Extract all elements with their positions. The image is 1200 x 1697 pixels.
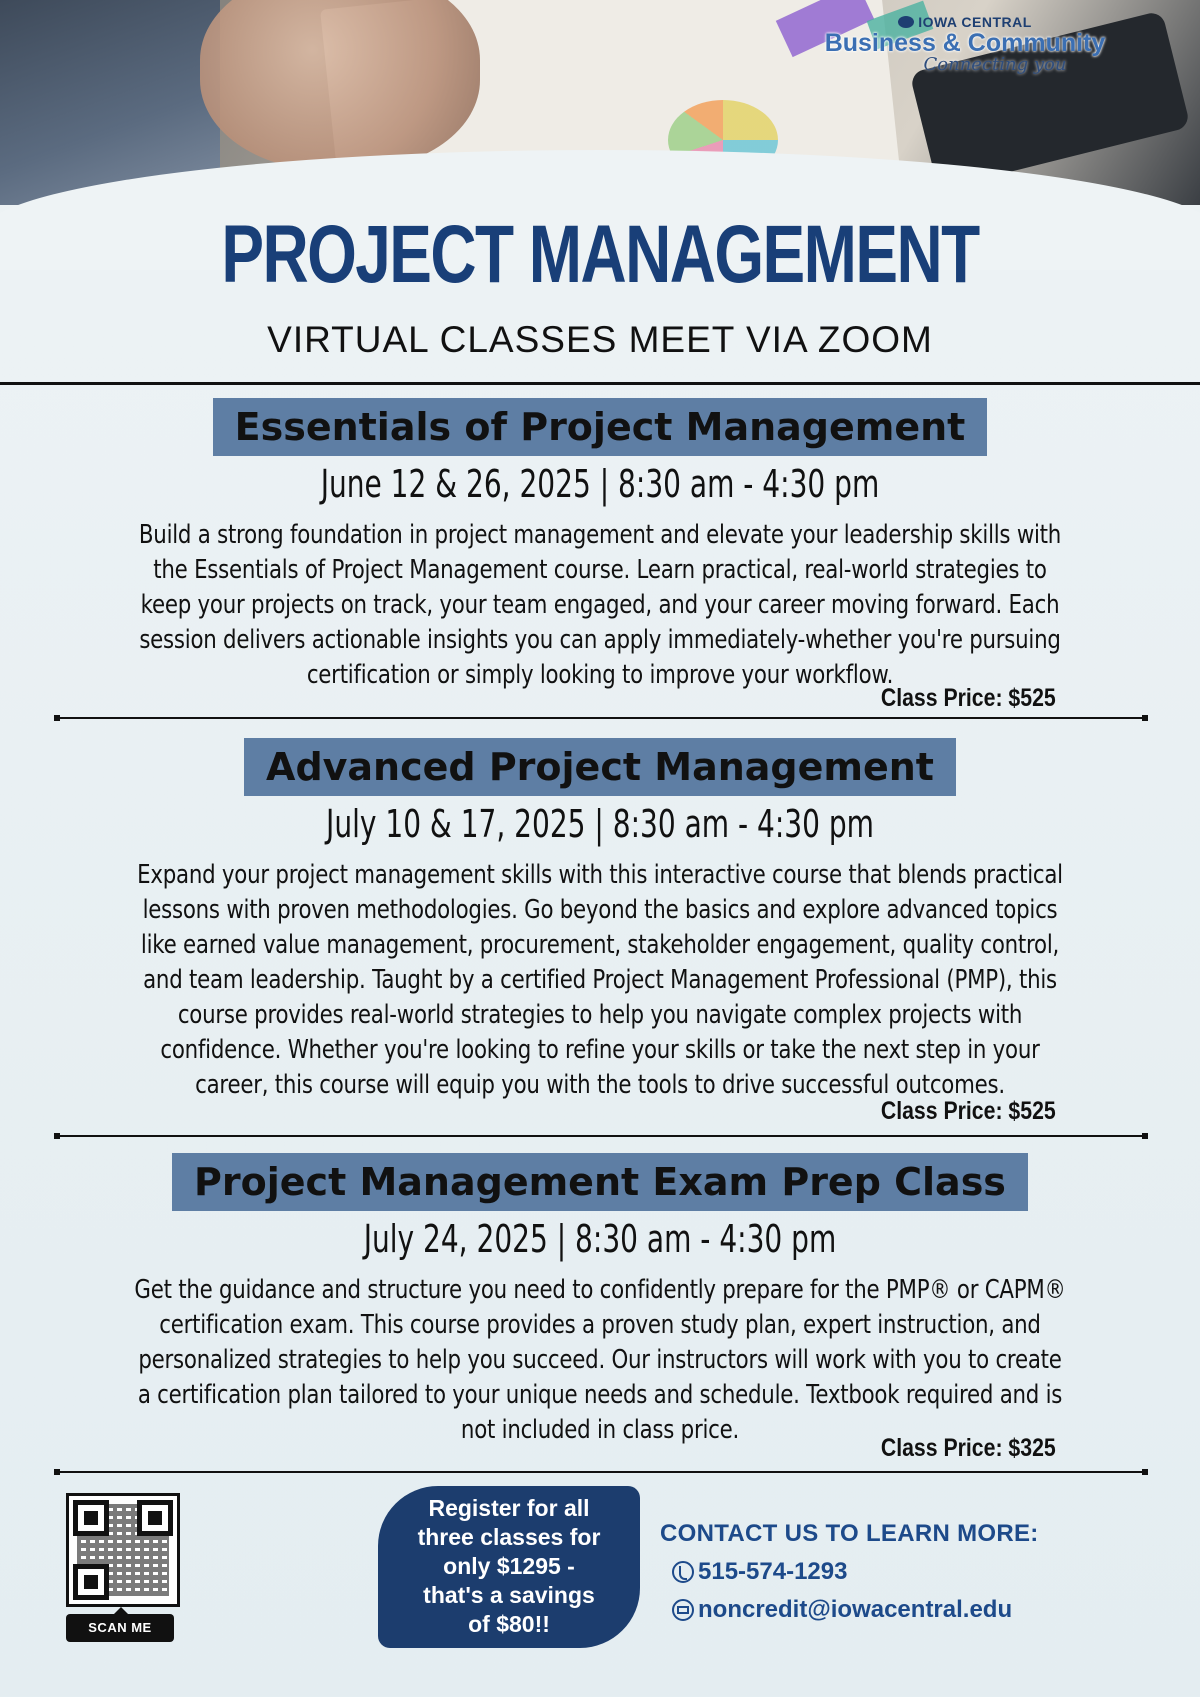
course-price: Class Price: $525 xyxy=(881,684,1056,712)
qr-finder xyxy=(73,1564,109,1600)
course-description: Expand your project management skills with this interactive course that blends practical lessons with proven methodologies. Go beyond the basics and explore advanced topics like earned value management, procurement, stakeholder engagement, quality control, and team leadership. Taught by a certified Project Management Professional (PMP), this course provides real-world strategies to help you navigate complex projects with confidence. Whether you're looking to refine your skills or take the next step in your career, this course will equip you with the tools to drive successful outcomes. xyxy=(137,860,1063,1100)
course-advanced xyxy=(0,738,1200,1103)
course-date: July 10 & 17, 2025 | 8:30 am - 4:30 pm xyxy=(326,802,874,846)
course-date: June 12 & 26, 2025 | 8:30 am - 4:30 pm xyxy=(320,462,880,506)
course-description: Build a strong foundation in project management and elevate your leadership skills with the Essentials of Project Management course. Learn practical, real-world strategies to keep your projects on track, your team engaged, and your career moving forward. Each session delivers actionable insights you can apply immediately-whether you're pursuing certification or simply looking to improve your workflow. xyxy=(138,520,1062,690)
bundle-promo: Register for all three classes for only $1295 - that's a savings of $80!! xyxy=(378,1486,640,1648)
logo-mark-icon xyxy=(898,16,914,28)
course-price: Class Price: $325 xyxy=(881,1434,1056,1462)
course-essentials xyxy=(0,398,1200,693)
course-title: Advanced Project Management xyxy=(244,738,956,796)
contact-block xyxy=(660,1520,1039,1624)
divider xyxy=(0,382,1200,385)
qr-finder xyxy=(73,1500,109,1536)
course-price: Class Price: $525 xyxy=(881,1097,1056,1125)
course-exam-prep xyxy=(0,1153,1200,1448)
qr-finder xyxy=(137,1500,173,1536)
contact-heading: CONTACT US TO LEARN MORE: xyxy=(660,1520,1039,1547)
course-title: Project Management Exam Prep Class xyxy=(172,1153,1028,1211)
mail-icon xyxy=(672,1599,694,1621)
phone-icon xyxy=(672,1561,694,1583)
course-title: Essentials of Project Management xyxy=(213,398,988,456)
qr-code[interactable] xyxy=(66,1493,180,1607)
page-title: PROJECT MANAGEMENT xyxy=(221,209,979,300)
divider xyxy=(54,1135,1148,1137)
photo-hands xyxy=(200,0,480,170)
course-description: Get the guidance and structure you need to confidently prepare for the PMP® or CAPM® certification exam. This course provides a proven study plan, expert instruction, and personalized strategies to help you succeed. Our instructors will work with you to create a certification plan tailored to your unique needs and schedule. Textbook required and is not included in class price. xyxy=(134,1275,1066,1445)
iowa-central-logo: IOWA CENTRAL Business & Community Connecting you xyxy=(824,14,1106,75)
course-date: July 24, 2025 | 8:30 am - 4:30 pm xyxy=(363,1217,837,1261)
divider xyxy=(54,717,1148,719)
scan-me-label: SCAN ME xyxy=(66,1614,174,1642)
page-subtitle: VIRTUAL CLASSES MEET VIA ZOOM xyxy=(267,319,933,360)
divider xyxy=(54,1471,1148,1473)
contact-phone[interactable]: 515-574-1293 xyxy=(672,1558,1039,1586)
contact-email[interactable]: noncredit@iowacentral.edu xyxy=(672,1596,1039,1624)
